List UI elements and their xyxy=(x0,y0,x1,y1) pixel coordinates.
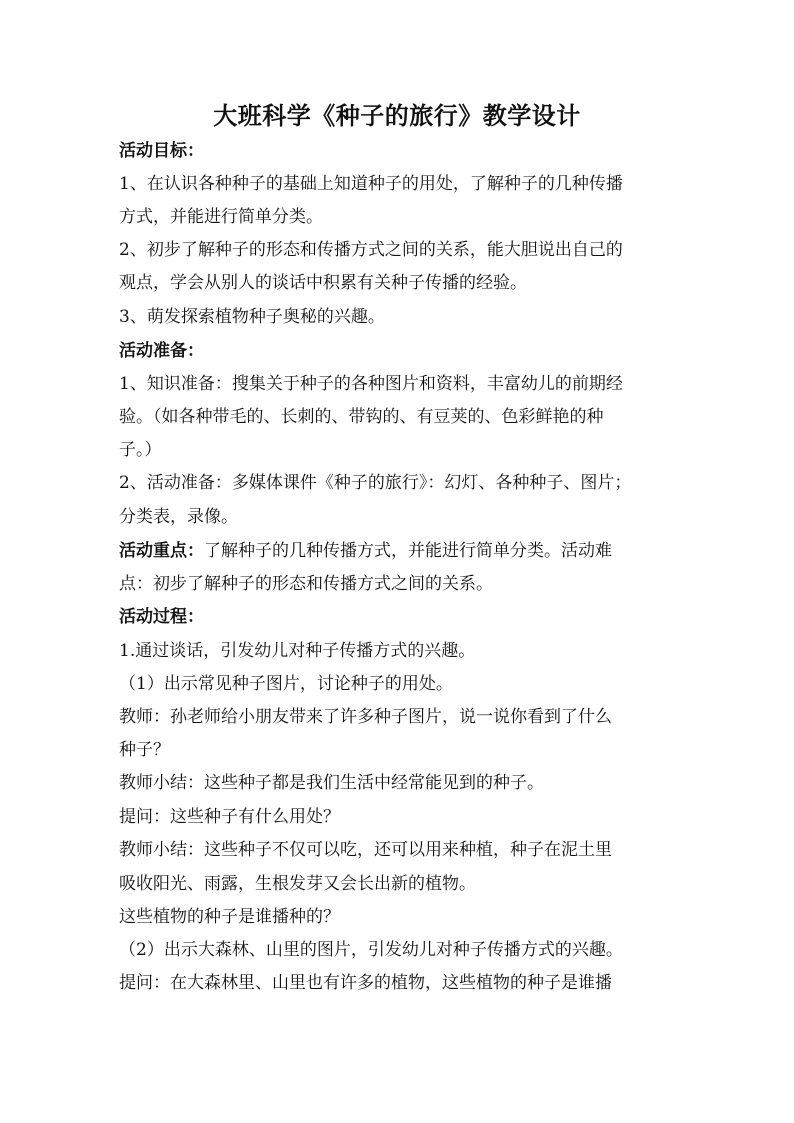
process-line-9: 这些植物的种子是谁播种的？ xyxy=(119,907,340,927)
process-line-1: 1.通过谈话，引发幼儿对种子传播方式的兴趣。 xyxy=(119,641,476,661)
process-line-8: 吸收阳光、雨露，生根发芽又会长出新的植物。 xyxy=(119,874,476,894)
process-line-5: 教师小结：这些种子都是我们生活中经常能见到的种子。 xyxy=(119,773,544,793)
prep-line-1c: 子。） xyxy=(119,440,162,460)
prep-line-2a: 2、活动准备：多媒体课件《种子的旅行》：幻灯、各种种子、图片； xyxy=(119,473,632,493)
heading-activity-process: 活动过程： xyxy=(119,607,204,627)
heading-key-points: 活动重点： xyxy=(119,541,204,561)
key-points-text: 了解种子的几种传播方式，并能进行简单分类。活动难 xyxy=(204,541,612,561)
process-line-6: 提问：这些种子有什么用处？ xyxy=(119,807,340,827)
heading-activity-goals: 活动目标： xyxy=(119,141,204,161)
key-points-line-1 xyxy=(119,539,612,563)
prep-line-1a: 1、知识准备：搜集关于种子的各种图片和资料，丰富幼儿的前期经 xyxy=(119,374,623,394)
goal-line-1b: 方式，并能进行简单分类。 xyxy=(119,207,323,227)
goal-line-2a: 2、初步了解种子的形态和传播方式之间的关系，能大胆说出自己的 xyxy=(119,240,623,260)
process-line-11: 提问：在大森林里、山里也有许多的植物，这些植物的种子是谁播 xyxy=(119,973,612,993)
prep-line-1b: 验。（如各种带毛的、长刺的、带钩的、有豆荚的、色彩鲜艳的种 xyxy=(119,407,604,427)
process-line-4: 种子？ xyxy=(119,740,170,760)
goal-line-3: 3、萌发探索植物种子奥秘的兴趣。 xyxy=(119,307,385,327)
process-line-10: （2）出示大森林、山里的图片，引发幼儿对种子传播方式的兴趣。 xyxy=(119,940,623,960)
heading-activity-preparation: 活动准备： xyxy=(119,341,204,361)
document-title: 大班科学《种子的旅行》教学设计 xyxy=(213,101,581,130)
process-line-3: 教师：孙老师给小朋友带来了许多种子图片，说一说你看到了什么 xyxy=(119,707,612,727)
goal-line-2b: 观点，学会从别人的谈话中积累有关种子传播的经验。 xyxy=(119,273,527,293)
key-points-line-2: 点：初步了解种子的形态和传播方式之间的关系。 xyxy=(119,574,493,594)
process-line-7: 教师小结：这些种子不仅可以吃，还可以用来种植，种子在泥土里 xyxy=(119,840,612,860)
process-line-2: （1）出示常见种子图片，讨论种子的用处。 xyxy=(119,674,453,694)
goal-line-1a: 1、在认识各种种子的基础上知道种子的用处，了解种子的几种传播 xyxy=(119,174,623,194)
prep-line-2b: 分类表，录像。 xyxy=(119,507,238,527)
